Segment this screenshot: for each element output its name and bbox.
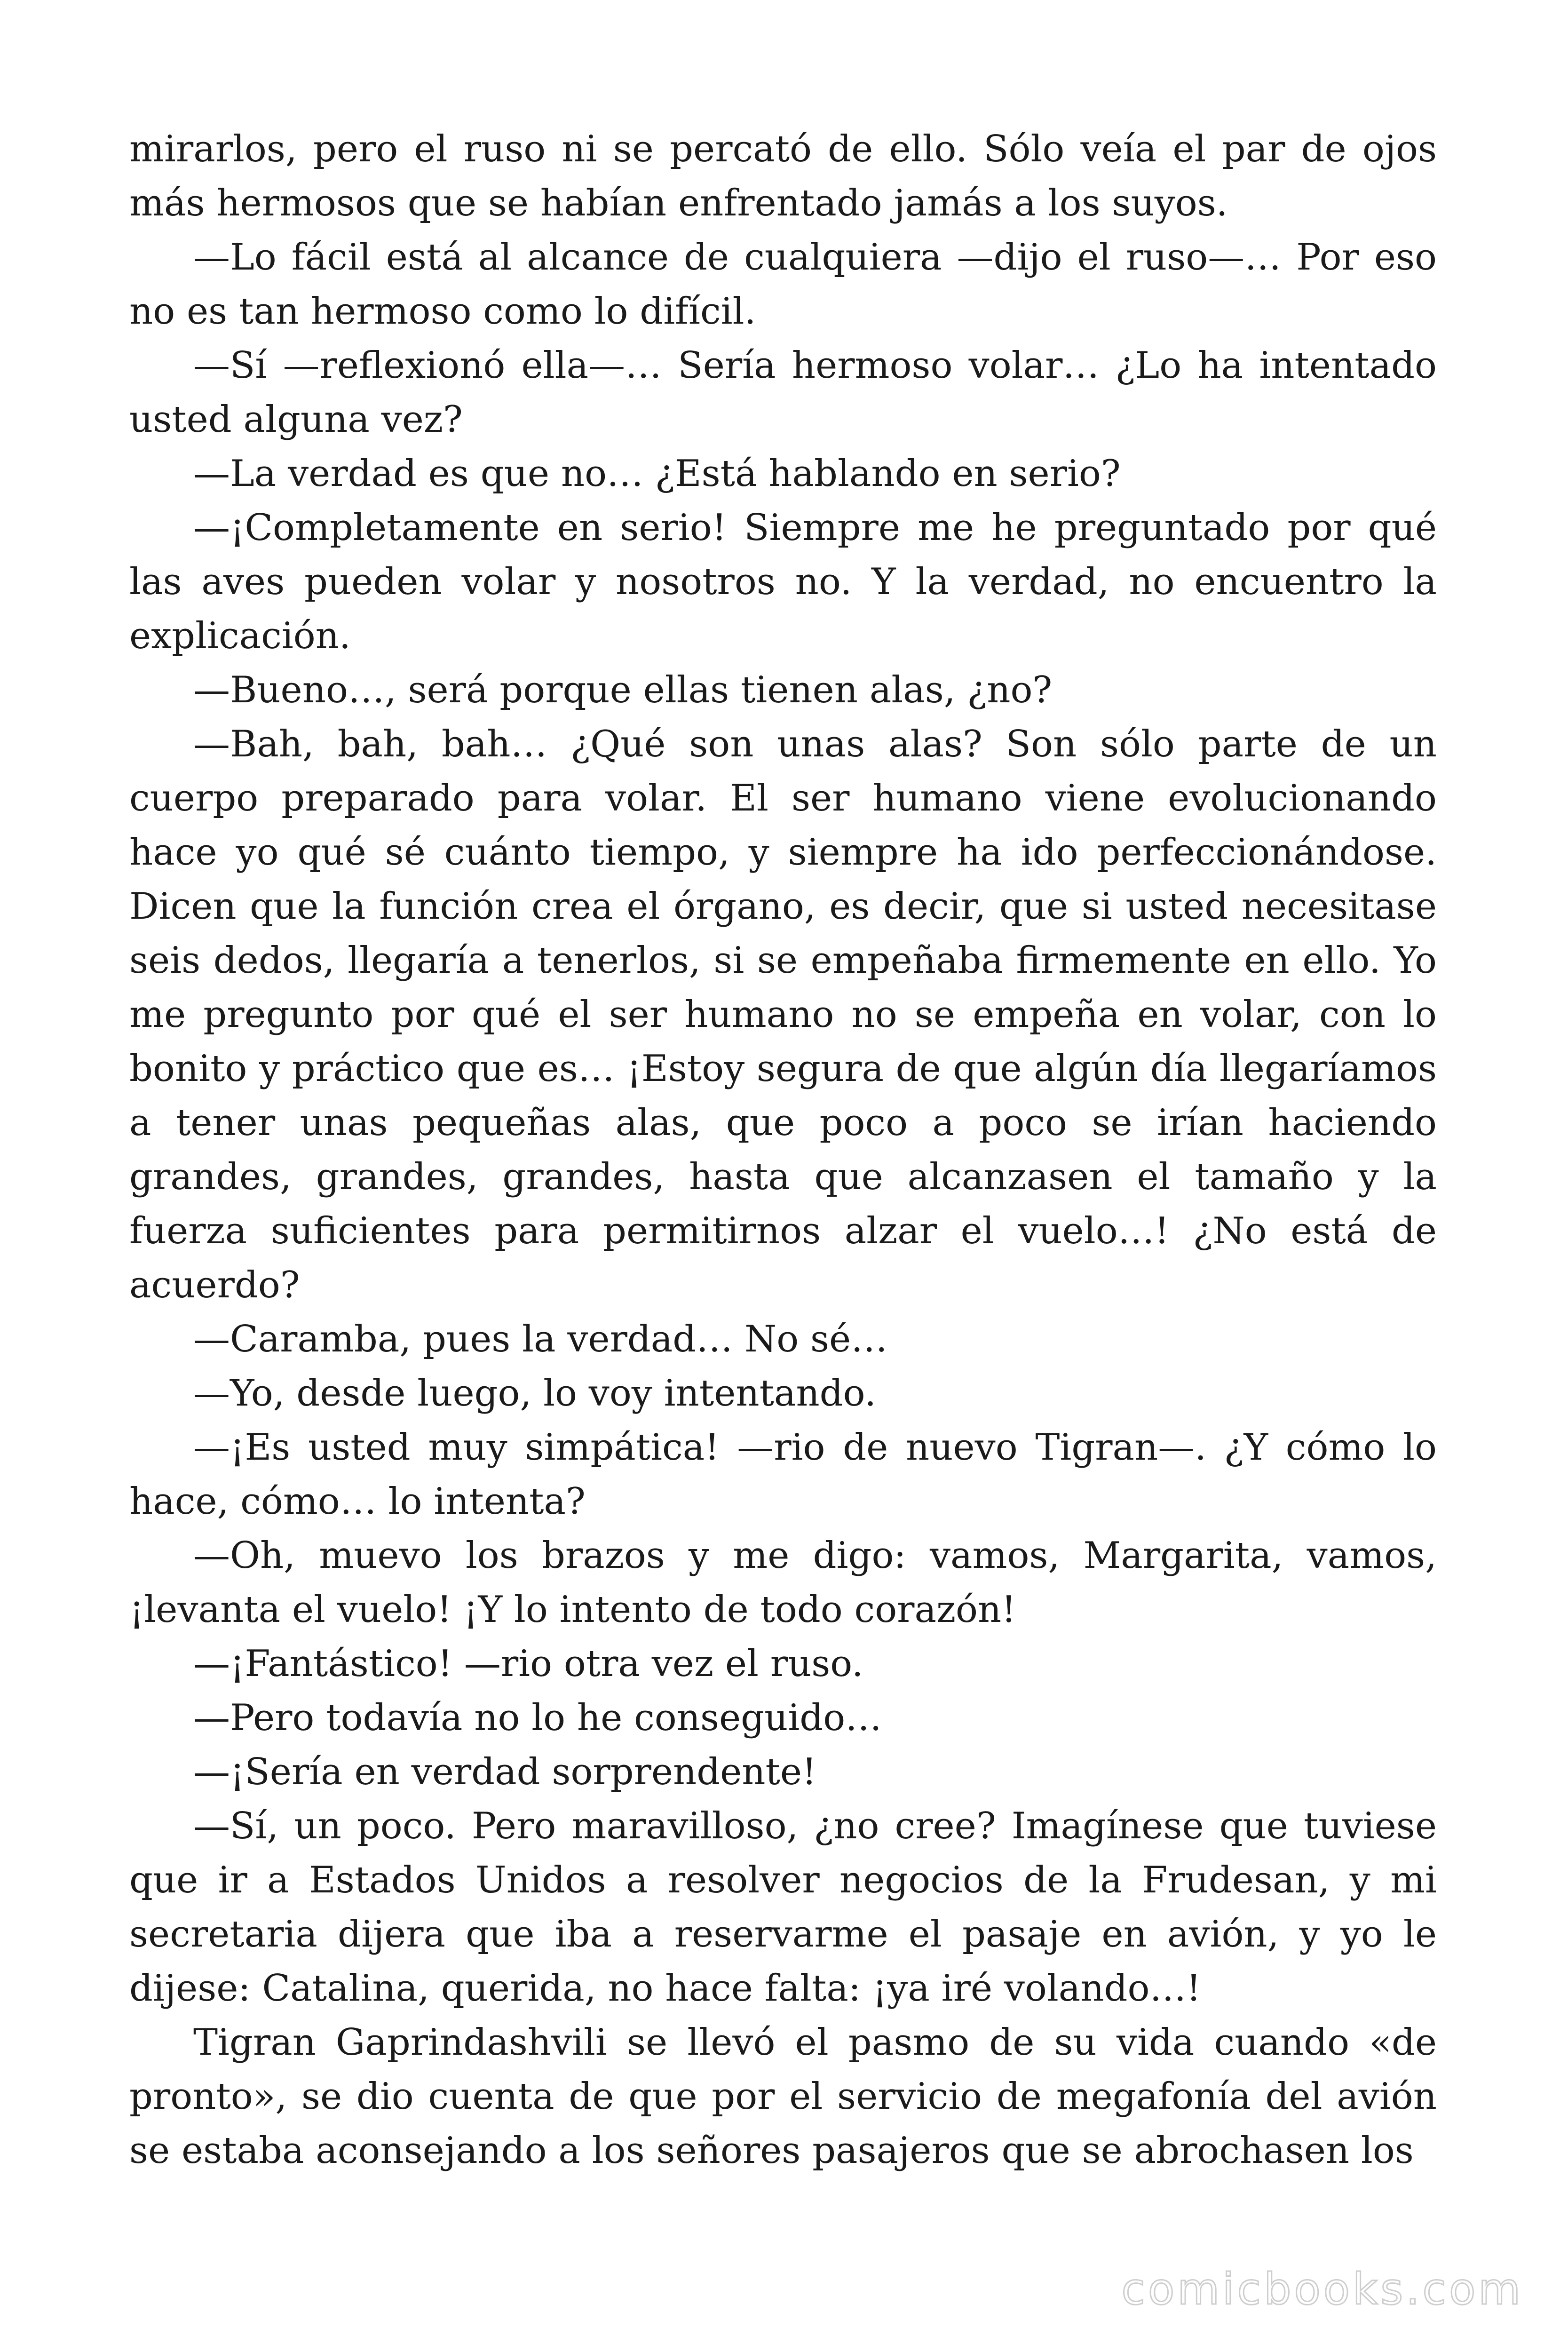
paragraph-2: —Lo fácil está al alcance de cualquiera —dijo el ruso—… Por eso no es tan hermoso como lo difícil. (129, 236, 1437, 333)
paragraph-11: —Oh, muevo los brazos y me digo: vamos, Margarita, vamos, ¡levanta el vuelo! ¡Y lo intento de todo corazón! (129, 1534, 1437, 1631)
paragraph-12: —¡Fantástico! —rio otra vez el ruso. (193, 1643, 863, 1685)
paragraph-10: —¡Es usted muy simpática! —rio de nuevo Tigran—. ¿Y cómo lo hace, cómo… lo intenta? (129, 1426, 1437, 1523)
paragraph-7: —Bah, bah, bah… ¿Qué son unas alas? Son sólo parte de un cuerpo preparado para volar. El ser humano viene evolucionando hace yo qué sé cuánto tiempo, y siempre ha ido perfeccionándose. Dicen que la función crea el órgano, es decir, que si usted necesitase seis dedos, llegaría a tenerlos, si se empeñaba firmemente en ello. Yo me pregunto por qué el ser humano no se empeña en volar, con lo bonito y práctico que es… ¡Estoy segura de que algún día llegaríamos a tener unas pequeñas alas, que poco a poco se irían haciendo grandes, grandes, grandes, hasta que alcanzasen el tamaño y la fuerza suficientes para permitirnos alzar el vuelo…! ¿No está de acuerdo? (129, 723, 1437, 1306)
paragraph-13: —Pero todavía no lo he conseguido… (193, 1697, 882, 1739)
paragraph-6: —Bueno…, será porque ellas tienen alas, ¿no? (193, 669, 1053, 711)
paragraph-3: —Sí —reflexionó ella—… Sería hermoso volar… ¿Lo ha intentado usted alguna vez? (129, 344, 1437, 441)
paragraph-9: —Yo, desde luego, lo voy intentando. (193, 1372, 876, 1414)
site-watermark: comicbooks.com (1121, 2264, 1523, 2314)
paragraph-4: —La verdad es que no… ¿Está hablando en serio? (193, 453, 1121, 495)
paragraph-1: mirarlos, pero el ruso ni se percató de ello. Sólo veía el par de ojos más hermosos que se habían enfrentado jamás a los suyos. (129, 128, 1437, 224)
paragraph-5: —¡Completamente en serio! Siempre me he preguntado por qué las aves pueden volar y nosotros no. Y la verdad, no encuentro la explicación. (129, 507, 1437, 657)
paragraph-16: Tigran Gaprindashvili se llevó el pasmo de su vida cuando «de pronto», se dio cuenta de que por el servicio de megafonía del avión se estaba aconsejando a los señores pasajeros que se abrochasen los (129, 2021, 1437, 2172)
paragraph-15: —Sí, un poco. Pero maravilloso, ¿no cree? Imagínese que tuviese que ir a Estados Unidos a resolver negocios de la Frudesan, y mi secretaria dijera que iba a reservarme el pasaje en avión, y yo le dijese: Catalina, querida, no hace falta: ¡ya iré volando…! (129, 1805, 1437, 2010)
book-page-text (129, 122, 1437, 2178)
paragraph-8: —Caramba, pues la verdad… No sé… (193, 1318, 888, 1360)
paragraph-14: —¡Sería en verdad sorprendente! (193, 1751, 817, 1793)
